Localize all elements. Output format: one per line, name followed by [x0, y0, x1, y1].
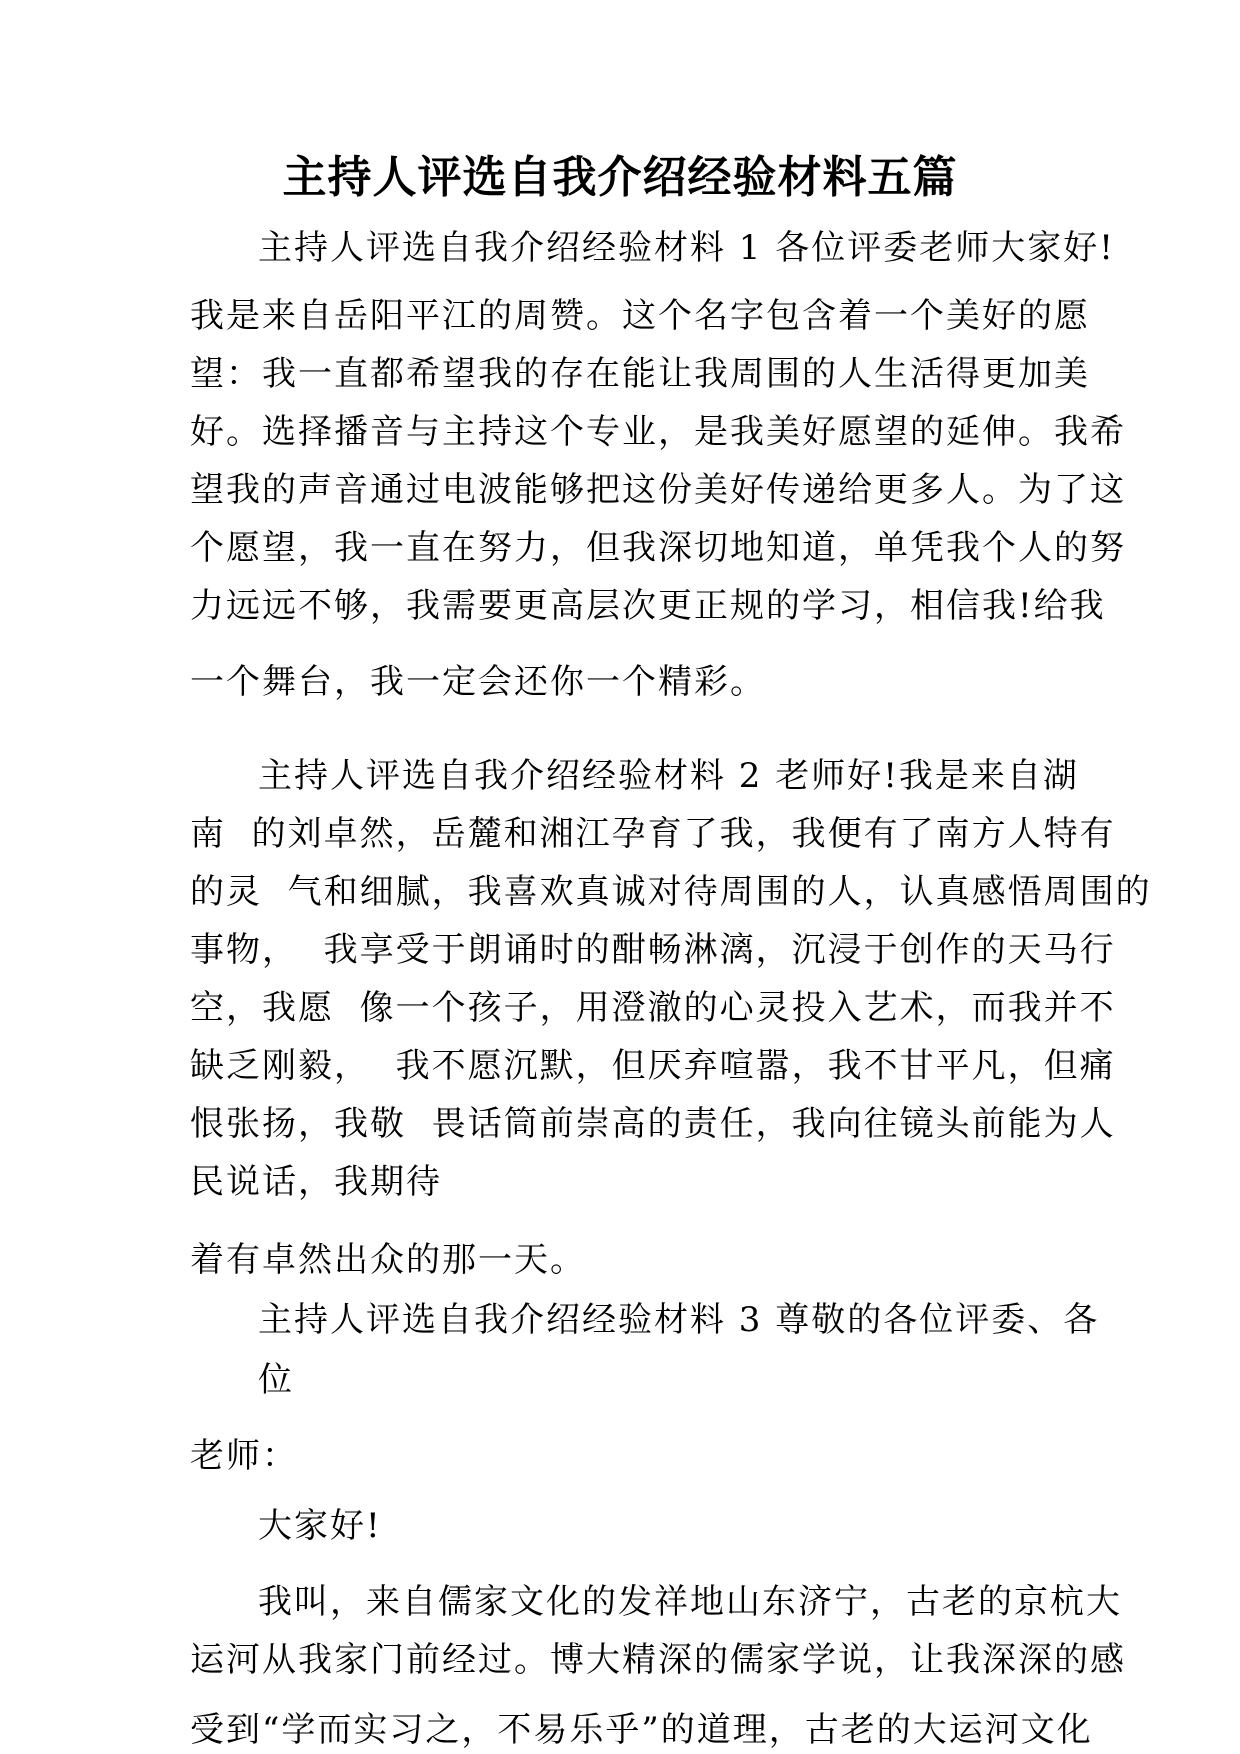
text-line: 运河从我家门前经过。博大精深的儒家学说，让我深深的感: [190, 1640, 1126, 1680]
text-line: 民说话，我期待: [190, 1162, 442, 1202]
text-line: 大家好!: [258, 1506, 382, 1546]
text-line: 力远远不够，我需要更高层次更正规的学习，相信我!给我: [190, 586, 1106, 626]
text-line: 缺乏刚毅， 我不愿沉默，但厌弃喧嚣，我不甘平凡，但痛: [190, 1046, 1116, 1086]
text-line: 位: [258, 1360, 294, 1400]
text-line: 着有卓然出众的那一天。: [190, 1240, 586, 1280]
text-line: 我是来自岳阳平江的周赞。这个名字包含着一个美好的愿: [190, 296, 1090, 336]
text-line: 主持人评选自我介绍经验材料 1 各位评委老师大家好!: [258, 228, 1115, 268]
text-line: 主持人评选自我介绍经验材料 3 尊敬的各位评委、各: [258, 1300, 1100, 1340]
text-line: 的灵 气和细腻，我喜欢真诚对待周围的人，认真感悟周围的: [190, 872, 1152, 912]
text-line: 南 的刘卓然，岳麓和湘江孕育了我，我便有了南方人特有: [190, 814, 1116, 854]
text-line: 受到“学而实习之，不易乐乎”的道理，古老的大运河文化: [190, 1710, 1093, 1750]
text-line: 空，我愿 像一个孩子，用澄澈的心灵投入艺术，而我并不: [190, 988, 1116, 1028]
text-line: 我叫，来自儒家文化的发祥地山东济宁，古老的京杭大: [258, 1582, 1122, 1622]
text-line: 望：我一直都希望我的存在能让我周围的人生活得更加美: [190, 354, 1090, 394]
text-line: 望我的声音通过电波能够把这份美好传递给更多人。为了这: [190, 470, 1126, 510]
text-line: 好。选择播音与主持这个专业，是我美好愿望的延伸。我希: [190, 412, 1126, 452]
text-line: 主持人评选自我介绍经验材料 2 老师好!我是来自湖: [258, 756, 1079, 796]
text-line: 老师：: [190, 1436, 298, 1476]
text-line: 事物， 我享受于朗诵时的酣畅淋漓，沉浸于创作的天马行: [190, 930, 1116, 970]
text-line: 一个舞台，我一定会还你一个精彩。: [190, 662, 766, 702]
document-title: 主持人评选自我介绍经验材料五篇: [282, 152, 958, 203]
text-line: 个愿望，我一直在努力，但我深切地知道，单凭我个人的努: [190, 528, 1126, 568]
text-line: 恨张扬，我敬 畏话筒前崇高的责任，我向往镜头前能为人: [190, 1104, 1116, 1144]
